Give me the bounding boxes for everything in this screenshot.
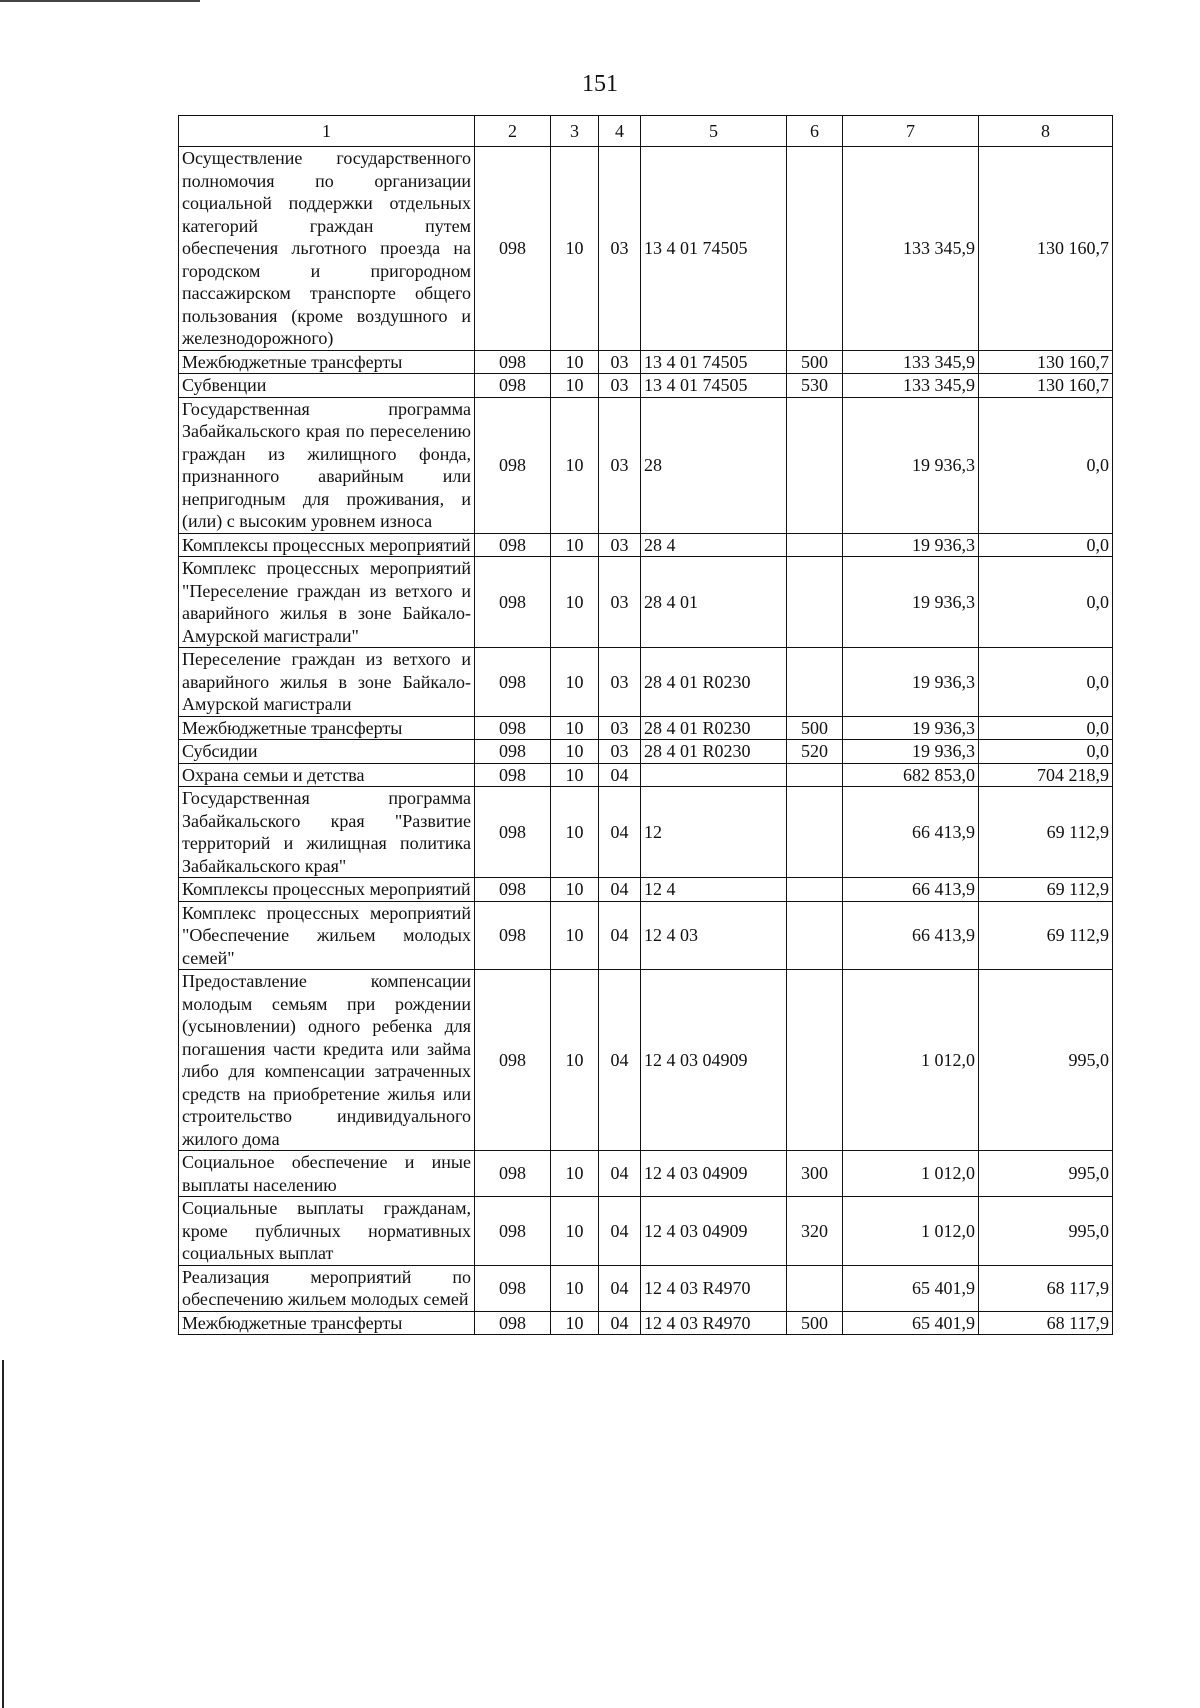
- section-code-cell: 10: [551, 763, 599, 787]
- amount-year1-cell: 65 401,9: [843, 1311, 979, 1335]
- expense-type-cell: [787, 533, 843, 557]
- amount-year1-cell: 682 853,0: [843, 763, 979, 787]
- expense-type-cell: [787, 397, 843, 533]
- ministry-code-cell: 098: [475, 147, 551, 351]
- row-name-cell: Субсидии: [179, 740, 475, 764]
- ministry-code-cell: 098: [475, 557, 551, 648]
- row-name-cell: Комплексы процессных мероприятий: [179, 533, 475, 557]
- expense-type-cell: 530: [787, 374, 843, 398]
- section-code-cell: 10: [551, 716, 599, 740]
- table-row: [179, 1311, 1113, 1335]
- subsection-code-cell: 04: [599, 1197, 641, 1266]
- amount-year2-cell: 130 160,7: [979, 374, 1113, 398]
- row-name-cell: Осуществление государственного полномочия по организации социальной поддержки отдельных категорий граждан путем обеспечения льготного проезда на городском и пригородном пассажирском транспорте общего пользования (кроме воздушного и железнодорожного): [179, 147, 475, 351]
- section-code-cell: 10: [551, 374, 599, 398]
- amount-year1-cell: 19 936,3: [843, 557, 979, 648]
- target-article-cell: 13 4 01 74505: [641, 350, 787, 374]
- header-cell: 4: [599, 116, 641, 147]
- amount-year2-cell: 0,0: [979, 740, 1113, 764]
- amount-year2-cell: 0,0: [979, 557, 1113, 648]
- target-article-cell: 13 4 01 74505: [641, 147, 787, 351]
- target-article-cell: 12 4 03 R4970: [641, 1265, 787, 1311]
- header-cell: 7: [843, 116, 979, 147]
- row-name-cell: Комплекс процессных мероприятий "Переселение граждан из ветхого и аварийного жилья в зоне Байкало-Амурской магистрали": [179, 557, 475, 648]
- amount-year2-cell: 995,0: [979, 1197, 1113, 1266]
- target-article-cell: 12 4 03 04909: [641, 970, 787, 1151]
- table-row: [179, 147, 1113, 351]
- subsection-code-cell: 03: [599, 557, 641, 648]
- expense-type-cell: 520: [787, 740, 843, 764]
- amount-year2-cell: 68 117,9: [979, 1311, 1113, 1335]
- target-article-cell: 12 4 03: [641, 901, 787, 970]
- subsection-code-cell: 03: [599, 533, 641, 557]
- subsection-code-cell: 04: [599, 901, 641, 970]
- ministry-code-cell: 098: [475, 716, 551, 740]
- expense-type-cell: [787, 970, 843, 1151]
- amount-year1-cell: 19 936,3: [843, 648, 979, 717]
- page-number: 151: [582, 71, 618, 97]
- ministry-code-cell: 098: [475, 970, 551, 1151]
- expense-type-cell: [787, 787, 843, 878]
- header-cell: 6: [787, 116, 843, 147]
- section-code-cell: 10: [551, 1311, 599, 1335]
- expense-type-cell: [787, 147, 843, 351]
- ministry-code-cell: 098: [475, 1197, 551, 1266]
- target-article-cell: 12 4 03 04909: [641, 1197, 787, 1266]
- subsection-code-cell: 04: [599, 1265, 641, 1311]
- ministry-code-cell: 098: [475, 648, 551, 717]
- section-code-cell: 10: [551, 740, 599, 764]
- amount-year1-cell: 133 345,9: [843, 374, 979, 398]
- ministry-code-cell: 098: [475, 1265, 551, 1311]
- amount-year1-cell: 19 936,3: [843, 533, 979, 557]
- top-edge-mark: [0, 0, 200, 2]
- section-code-cell: 10: [551, 1197, 599, 1266]
- amount-year1-cell: 133 345,9: [843, 350, 979, 374]
- subsection-code-cell: 04: [599, 878, 641, 902]
- table-row: [179, 1265, 1113, 1311]
- ministry-code-cell: 098: [475, 350, 551, 374]
- section-code-cell: 10: [551, 350, 599, 374]
- amount-year2-cell: 69 112,9: [979, 787, 1113, 878]
- amount-year1-cell: 66 413,9: [843, 901, 979, 970]
- header-cell: 5: [641, 116, 787, 147]
- amount-year1-cell: 1 012,0: [843, 970, 979, 1151]
- section-code-cell: 10: [551, 648, 599, 717]
- ministry-code-cell: 098: [475, 374, 551, 398]
- ministry-code-cell: 098: [475, 878, 551, 902]
- table-row: [179, 763, 1113, 787]
- row-name-cell: Предоставление компенсации молодым семьям при рождении (усыновлении) одного ребенка для погашения части кредита или займа либо для компенсации затраченных средств на приобретение жилья или строительство индивидуального жилого дома: [179, 970, 475, 1151]
- amount-year2-cell: 704 218,9: [979, 763, 1113, 787]
- budget-table: [178, 115, 1113, 1335]
- subsection-code-cell: 04: [599, 787, 641, 878]
- amount-year2-cell: 0,0: [979, 716, 1113, 740]
- row-name-cell: Реализация мероприятий по обеспечению жильем молодых семей: [179, 1265, 475, 1311]
- subsection-code-cell: 03: [599, 397, 641, 533]
- subsection-code-cell: 03: [599, 147, 641, 351]
- subsection-code-cell: 03: [599, 374, 641, 398]
- amount-year2-cell: 130 160,7: [979, 147, 1113, 351]
- expense-type-cell: [787, 1265, 843, 1311]
- amount-year2-cell: 69 112,9: [979, 878, 1113, 902]
- expense-type-cell: [787, 901, 843, 970]
- header-cell: 3: [551, 116, 599, 147]
- section-code-cell: 10: [551, 147, 599, 351]
- subsection-code-cell: 04: [599, 1311, 641, 1335]
- row-name-cell: Межбюджетные трансферты: [179, 716, 475, 740]
- target-article-cell: 12 4 03 04909: [641, 1151, 787, 1197]
- section-code-cell: 10: [551, 533, 599, 557]
- row-name-cell: Социальное обеспечение и иные выплаты населению: [179, 1151, 475, 1197]
- section-code-cell: 10: [551, 397, 599, 533]
- row-name-cell: Государственная программа Забайкальского края по переселению граждан из жилищного фонда, признанного аварийным или непригодным для проживания, и (или) с высоким уровнем износа: [179, 397, 475, 533]
- section-code-cell: 10: [551, 878, 599, 902]
- target-article-cell: 28 4 01 R0230: [641, 716, 787, 740]
- target-article-cell: 12 4: [641, 878, 787, 902]
- amount-year1-cell: 19 936,3: [843, 397, 979, 533]
- amount-year2-cell: 0,0: [979, 397, 1113, 533]
- section-code-cell: 10: [551, 1151, 599, 1197]
- table-row: [179, 397, 1113, 533]
- table-row: [179, 648, 1113, 717]
- row-name-cell: Комплексы процессных мероприятий: [179, 878, 475, 902]
- expense-type-cell: [787, 878, 843, 902]
- amount-year1-cell: 1 012,0: [843, 1151, 979, 1197]
- row-name-cell: Переселение граждан из ветхого и аварийного жилья в зоне Байкало-Амурской магистрали: [179, 648, 475, 717]
- section-code-cell: 10: [551, 787, 599, 878]
- section-code-cell: 10: [551, 970, 599, 1151]
- amount-year1-cell: 1 012,0: [843, 1197, 979, 1266]
- header-row: [179, 116, 1113, 147]
- table-row: [179, 787, 1113, 878]
- expense-type-cell: [787, 648, 843, 717]
- expense-type-cell: 300: [787, 1151, 843, 1197]
- table-row: [179, 740, 1113, 764]
- row-name-cell: Охрана семьи и детства: [179, 763, 475, 787]
- target-article-cell: 13 4 01 74505: [641, 374, 787, 398]
- row-name-cell: Межбюджетные трансферты: [179, 350, 475, 374]
- amount-year2-cell: 995,0: [979, 1151, 1113, 1197]
- expense-type-cell: 500: [787, 1311, 843, 1335]
- expense-type-cell: 500: [787, 716, 843, 740]
- table-row: [179, 350, 1113, 374]
- table-body: [179, 147, 1113, 1335]
- section-code-cell: 10: [551, 557, 599, 648]
- target-article-cell: 28 4 01 R0230: [641, 648, 787, 717]
- ministry-code-cell: 098: [475, 787, 551, 878]
- ministry-code-cell: 098: [475, 1151, 551, 1197]
- table-row: [179, 1197, 1113, 1266]
- target-article-cell: [641, 763, 787, 787]
- left-edge-mark: [2, 1360, 4, 1708]
- amount-year1-cell: 66 413,9: [843, 878, 979, 902]
- target-article-cell: 28 4 01: [641, 557, 787, 648]
- section-code-cell: 10: [551, 1265, 599, 1311]
- row-name-cell: Социальные выплаты гражданам, кроме публичных нормативных социальных выплат: [179, 1197, 475, 1266]
- amount-year1-cell: 19 936,3: [843, 740, 979, 764]
- table-row: [179, 1151, 1113, 1197]
- section-code-cell: 10: [551, 901, 599, 970]
- amount-year2-cell: 130 160,7: [979, 350, 1113, 374]
- amount-year2-cell: 0,0: [979, 648, 1113, 717]
- table-row: [179, 878, 1113, 902]
- amount-year2-cell: 69 112,9: [979, 901, 1113, 970]
- ministry-code-cell: 098: [475, 901, 551, 970]
- subsection-code-cell: 04: [599, 970, 641, 1151]
- expense-type-cell: [787, 557, 843, 648]
- amount-year1-cell: 19 936,3: [843, 716, 979, 740]
- target-article-cell: 28 4: [641, 533, 787, 557]
- header-cell: 1: [179, 116, 475, 147]
- amount-year2-cell: 68 117,9: [979, 1265, 1113, 1311]
- row-name-cell: Субвенции: [179, 374, 475, 398]
- expense-type-cell: 320: [787, 1197, 843, 1266]
- table-row: [179, 533, 1113, 557]
- ministry-code-cell: 098: [475, 533, 551, 557]
- ministry-code-cell: 098: [475, 1311, 551, 1335]
- subsection-code-cell: 03: [599, 716, 641, 740]
- ministry-code-cell: 098: [475, 397, 551, 533]
- header-cell: 2: [475, 116, 551, 147]
- amount-year1-cell: 65 401,9: [843, 1265, 979, 1311]
- subsection-code-cell: 04: [599, 1151, 641, 1197]
- table-row: [179, 970, 1113, 1151]
- expense-type-cell: 500: [787, 350, 843, 374]
- table-row: [179, 557, 1113, 648]
- subsection-code-cell: 03: [599, 350, 641, 374]
- target-article-cell: 12 4 03 R4970: [641, 1311, 787, 1335]
- ministry-code-cell: 098: [475, 763, 551, 787]
- target-article-cell: 28 4 01 R0230: [641, 740, 787, 764]
- subsection-code-cell: 03: [599, 740, 641, 764]
- amount-year1-cell: 66 413,9: [843, 787, 979, 878]
- expense-type-cell: [787, 763, 843, 787]
- table-row: [179, 901, 1113, 970]
- row-name-cell: Комплекс процессных мероприятий "Обеспечение жильем молодых семей": [179, 901, 475, 970]
- target-article-cell: 12: [641, 787, 787, 878]
- table-row: [179, 716, 1113, 740]
- subsection-code-cell: 04: [599, 763, 641, 787]
- amount-year2-cell: 995,0: [979, 970, 1113, 1151]
- target-article-cell: 28: [641, 397, 787, 533]
- amount-year1-cell: 133 345,9: [843, 147, 979, 351]
- table-row: [179, 374, 1113, 398]
- row-name-cell: Государственная программа Забайкальского края "Развитие территорий и жилищная политика Забайкальского края": [179, 787, 475, 878]
- subsection-code-cell: 03: [599, 648, 641, 717]
- row-name-cell: Межбюджетные трансферты: [179, 1311, 475, 1335]
- ministry-code-cell: 098: [475, 740, 551, 764]
- header-cell: 8: [979, 116, 1113, 147]
- amount-year2-cell: 0,0: [979, 533, 1113, 557]
